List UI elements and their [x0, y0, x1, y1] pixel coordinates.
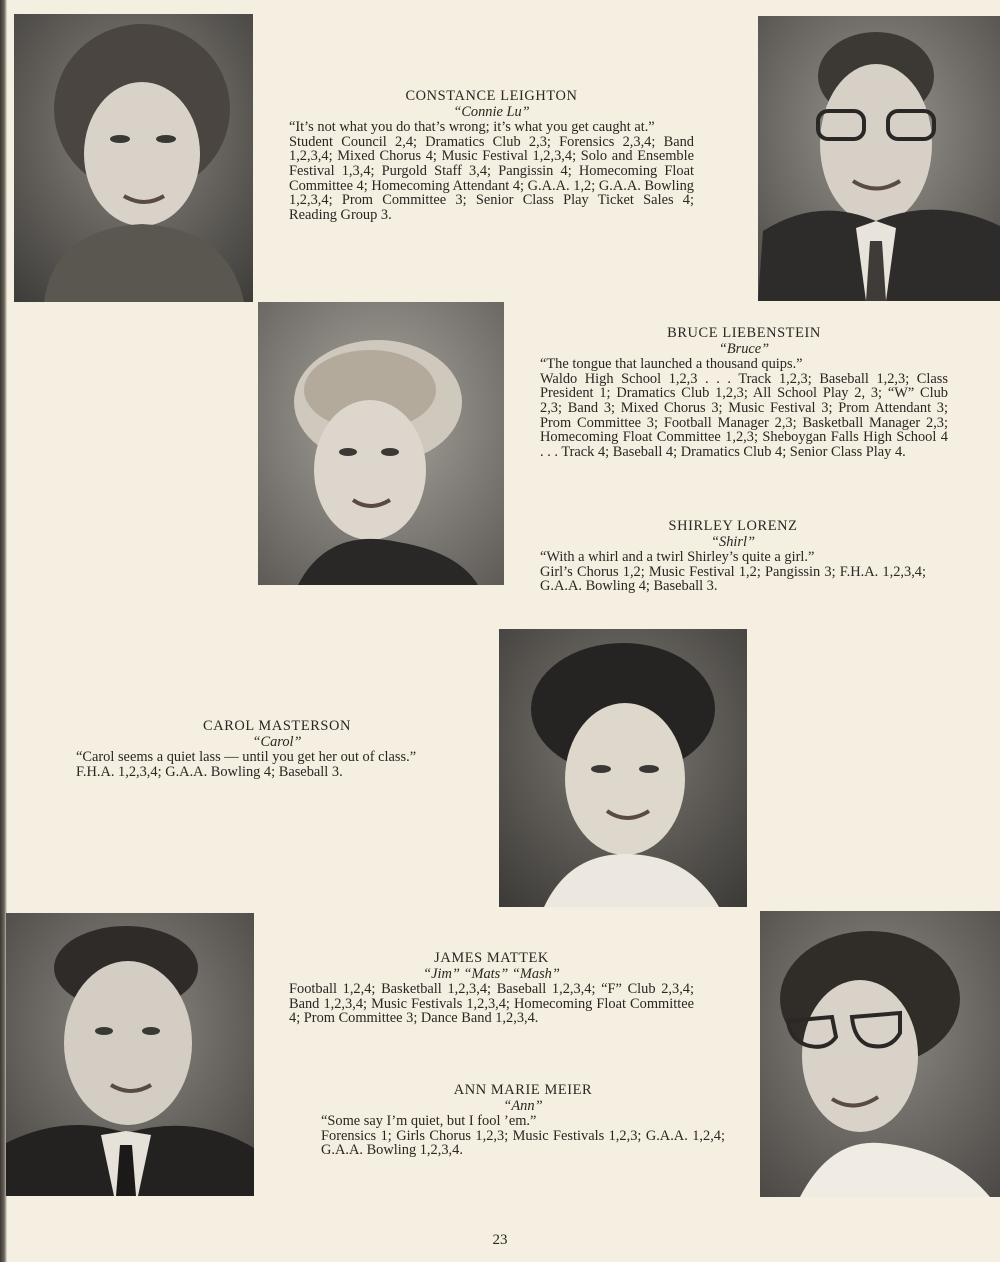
student-nickname: “Connie Lu” — [453, 103, 530, 120]
student-name: ANN MARIE MEIER — [453, 1082, 593, 1098]
student-name: JAMES MATTEK — [434, 950, 549, 966]
entry-bruce-liebenstein — [540, 326, 948, 459]
student-activities: Student Council 2,4; Dramatics Club 2,3; Forensics 2,3,4; Band 1,2,3,4; Mixed Chorus 4; Music Festival 1,2,3,4; Solo and Ensemble Festival 1,3,4; Purgold Staff 3,4; Pangissin 4; Homecoming Float Committee 4; Homecoming Attendant 4; G.A.A. 1,2; G.A.A. Bowling 1,2,3,4; Prom Committee 3; Senior Class Play Ticket Sales 4; Reading Group 3. — [289, 133, 694, 223]
student-name: BRUCE LIEBENSTEIN — [667, 325, 821, 341]
entry-shirley-lorenz — [540, 519, 926, 594]
portrait-photo-ann-marie-meier — [760, 911, 1000, 1197]
entry-constance-leighton — [289, 89, 694, 222]
student-nickname: “Shirl” — [711, 533, 755, 550]
portrait-photo-carol-masterson — [499, 629, 747, 907]
student-name: SHIRLEY LORENZ — [668, 518, 798, 534]
student-activities: Forensics 1; Girls Chorus 1,2,3; Music Festivals 1,2,3; G.A.A. 1,2,4; G.A.A. Bowling 1,2,3,4. — [321, 1127, 725, 1159]
student-quote: “With a whirl and a twirl Shirley’s quite a girl.” — [540, 549, 815, 566]
student-nickname: “Ann” — [503, 1097, 543, 1114]
student-activities: Football 1,2,4; Basketball 1,2,3,4; Baseball 1,2,3,4; “F” Club 2,3,4; Band 1,2,3,4; Music Festivals 1,2,3,4; Homecoming Float Committee 4; Prom Committee 3; Dance Band 1,2,3,4. — [289, 981, 694, 1027]
student-quote: “The tongue that launched a thousand quips.” — [540, 356, 803, 373]
student-quote: “Some say I’m quiet, but I fool ’em.” — [321, 1113, 537, 1130]
portrait-photo-shirley-lorenz — [258, 302, 504, 585]
student-name: CONSTANCE LEIGHTON — [405, 88, 578, 104]
portrait-photo-bruce-liebenstein — [758, 16, 1000, 301]
student-quote: “It’s not what you do that’s wrong; it’s what you get caught at.” — [289, 119, 655, 136]
portrait-photo-constance-leighton — [14, 14, 253, 302]
student-name: CAROL MASTERSON — [203, 718, 351, 734]
student-nickname: “Bruce” — [718, 340, 770, 357]
student-activities: F.H.A. 1,2,3,4; G.A.A. Bowling 4; Baseball 3. — [76, 763, 343, 780]
student-nickname: “Carol” — [252, 733, 302, 750]
student-activities: Waldo High School 1,2,3 . . . Track 1,2,3; Baseball 1,2,3; Class President 1; Dramatics Club 1,2,3; All School Play 2, 3; “W” Club 2,3; Band 3; Mixed Chorus 3; Music Festival 3; Prom Attendant 3; Prom Committee 3; Football Manager 2,3; Basketball Manager 2,3; Homecoming Float Committee 1,2,3; Sheboygan Falls High School 4 . . . Track 4; Baseball 4; Dramatics Club 4; Senior Class Play 4. — [540, 370, 948, 460]
entry-carol-masterson — [76, 719, 478, 779]
entry-ann-marie-meier — [321, 1083, 725, 1158]
student-nickname: “Jim” “Mats” “Mash” — [423, 965, 560, 982]
page-number: 23 — [492, 1232, 508, 1248]
student-activities: Girl’s Chorus 1,2; Music Festival 1,2; Pangissin 3; F.H.A. 1,2,3,4; G.A.A. Bowling 4; Baseball 3. — [540, 563, 926, 595]
portrait-photo-james-mattek — [6, 913, 254, 1196]
student-quote: “Carol seems a quiet lass — until you get her out of class.” — [76, 749, 417, 766]
entry-james-mattek — [289, 951, 694, 1026]
